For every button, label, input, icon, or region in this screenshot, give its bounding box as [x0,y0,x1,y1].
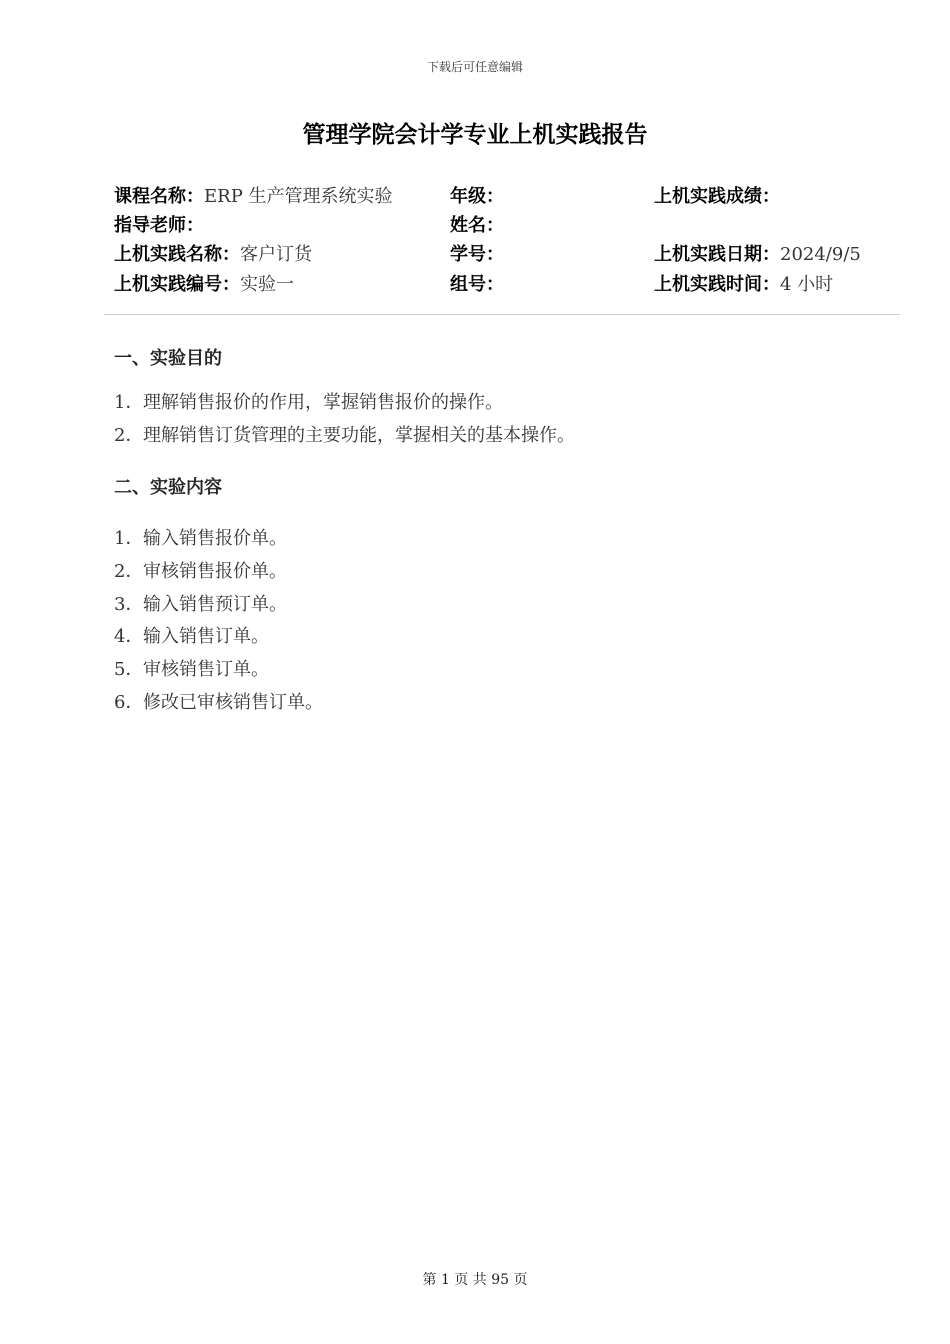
document-title: 管理学院会计学专业上机实践报告 [302,121,648,148]
info-row-practice-name [0,241,950,269]
list-item-number: 2． [114,561,144,582]
list-item [114,424,575,448]
list-item [114,560,287,584]
group-field [450,271,504,299]
practice-no-value: 实验一 [240,274,294,295]
list-item [114,527,287,551]
practice-name-label: 上机实践名称： [114,244,240,265]
section-heading-content: 二、实验内容 [114,477,222,498]
list-item [114,658,269,682]
score-field [654,183,780,211]
list-item-text: 审核销售报价单。 [143,561,287,582]
info-row-course [0,183,950,211]
time-field [654,271,833,299]
practice-no-field [114,271,294,299]
list-item-text: 理解销售订货管理的主要功能，掌握相关的基本操作。 [143,425,575,446]
practice-no-label: 上机实践编号： [114,274,240,295]
list-item-number: 5． [114,659,144,680]
teacher-field [114,212,204,240]
info-row-teacher [0,212,950,240]
student-id-field [450,241,504,269]
date-value: 2024/9/5 [780,244,861,265]
list-item-text: 修改已审核销售订单。 [143,692,323,713]
header-divider [104,314,900,315]
list-item [114,391,503,415]
student-id-label: 学号： [450,244,504,265]
name-label: 姓名： [450,215,504,236]
list-item-text: 输入销售订单。 [143,626,269,647]
list-item-number: 1． [114,528,144,549]
grade-label: 年级： [450,186,504,207]
grade-field [450,183,504,211]
list-item-number: 6． [114,692,144,713]
course-label: 课程名称： [114,186,204,207]
time-label: 上机实践时间： [654,274,780,295]
course-value: ERP 生产管理系统实验 [204,186,393,207]
group-label: 组号： [450,274,504,295]
list-item-text: 输入销售报价单。 [143,528,287,549]
date-field [654,241,861,269]
list-item-number: 1． [114,392,144,413]
section-heading-objectives: 一、实验目的 [114,348,222,369]
course-field [114,183,393,211]
info-row-practice-no [0,271,950,299]
practice-name-field [114,241,312,269]
date-label: 上机实践日期： [654,244,780,265]
list-item-number: 4． [114,626,144,647]
list-item-text: 审核销售订单。 [143,659,269,680]
list-item-text: 输入销售预订单。 [143,594,287,615]
list-item-number: 2． [114,425,144,446]
list-item [114,691,323,715]
name-field [450,212,504,240]
page-footer-number: 第 1 页 共 95 页 [422,1272,528,1288]
list-item [114,625,269,649]
list-item-text: 理解销售报价的作用，掌握销售报价的操作。 [143,392,503,413]
teacher-label: 指导老师： [114,215,204,236]
practice-name-value: 客户订货 [240,244,312,265]
score-label: 上机实践成绩： [654,186,780,207]
list-item [114,593,287,617]
list-item-number: 3． [114,594,144,615]
page-header-note: 下载后可任意编辑 [426,60,523,74]
time-value: 4 小时 [780,274,834,295]
